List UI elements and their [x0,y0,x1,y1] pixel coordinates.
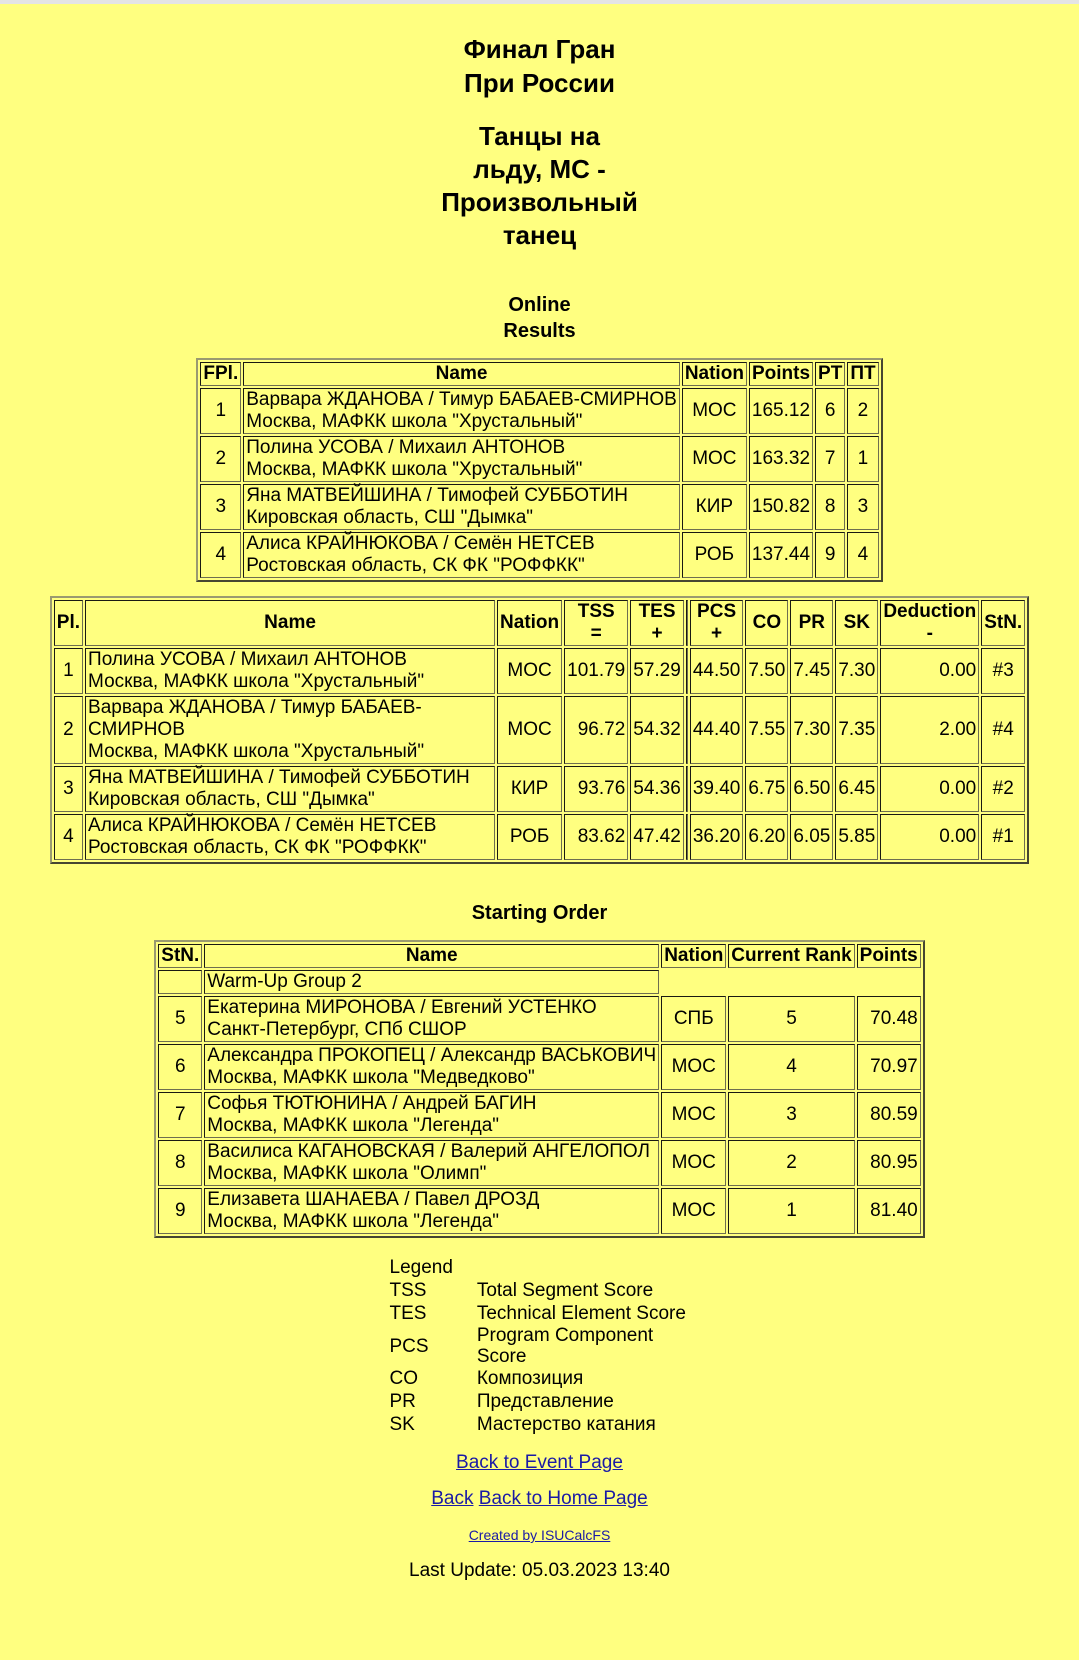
skater-cell [85,766,495,812]
table-row [54,696,1025,764]
legend-item [390,1302,690,1325]
place: 2 [54,696,83,764]
legend-item [390,1367,690,1390]
legend-desc: Композиция [476,1368,584,1389]
nation: МОС [682,436,747,482]
skater-name: Екатерина МИРОНОВА / Евгений УСТЕНКО [207,997,597,1018]
nation: МОС [661,1092,726,1138]
col-stn: StN. [158,944,202,968]
current-rank: 3 [728,1092,854,1138]
skater-cell [85,814,495,860]
current-rank: 1 [728,1188,854,1234]
table-row [54,648,1025,694]
col-stn: StN. [981,600,1025,646]
skater-club: Ростовская область, СК ФК "РОФФКК" [246,555,585,576]
tes: 54.32 [630,696,684,764]
skater-club: Москва, МАФКК школа "Олимп" [207,1163,487,1184]
nation: МОС [682,388,747,434]
col-current-rank: Current Rank [728,944,854,968]
points: 70.48 [857,996,921,1042]
table-row [158,996,920,1042]
legend-desc: Total Segment Score [476,1280,654,1301]
place: 2 [200,436,241,482]
skater-club: Москва, МАФКК школа "Легенда" [207,1211,500,1232]
stn: 5 [158,996,202,1042]
col-pt: PT [815,362,845,386]
nation: СПБ [661,996,726,1042]
online-results-title: Online Results [503,294,576,342]
col-nation: Nation [682,362,747,386]
segment-results-table [50,596,1029,864]
col-name: Name [85,600,495,646]
table-row [54,766,1025,812]
legend-item [390,1413,690,1436]
gap-cell [686,814,688,860]
pr: 6.05 [790,814,833,860]
navigation-links [0,1452,1079,1582]
warmup-group-label: Warm-Up Group 2 [204,970,659,994]
created-by-link[interactable]: Created by ISUCalcFS [468,1527,611,1543]
stn: 7 [158,1092,202,1138]
place: 4 [200,532,241,578]
legend-desc: Мастерство катания [476,1414,656,1435]
skater-cell [85,696,495,764]
table-row [158,1044,920,1090]
legend-desc: Program Component Score [476,1325,654,1367]
legend-abbr: TSS [389,1280,427,1301]
skater-name: Варвара ЖДАНОВА / Тимур БАБАЕВ-СМИРНОВ [246,389,677,410]
col-pl: Pl. [54,600,83,646]
col-gap [686,600,688,646]
back-link[interactable]: Back [431,1488,474,1509]
skater-name: Василиса КАГАНОВСКАЯ / Валерий АНГЕЛОПОЛ [207,1141,650,1162]
nation: РОБ [497,814,562,860]
nation: МОС [497,648,562,694]
stn: #2 [981,766,1025,812]
tes: 54.36 [630,766,684,812]
skater-cell [204,1140,659,1186]
legend-desc: Представление [476,1391,614,1412]
skater-name: Елизавета ШАНАЕВА / Павел ДРОЗД [207,1189,540,1210]
tss: 93.76 [564,766,628,812]
legend-item [390,1279,690,1302]
co: 7.50 [745,648,788,694]
skater-club: Ростовская область, СК ФК "РОФФКК" [88,837,427,858]
place: 1 [200,388,241,434]
co: 6.20 [745,814,788,860]
col-fpl: FPl. [200,362,241,386]
pcs: 44.40 [690,696,744,764]
gap-cell [686,648,688,694]
back-to-event-link[interactable]: Back to Event Page [456,1452,623,1473]
back-to-home-link[interactable]: Back to Home Page [478,1488,648,1509]
col-pr: PR [790,600,833,646]
pcs: 44.50 [690,648,744,694]
sk: 5.85 [835,814,878,860]
table-row [158,1140,920,1186]
table-row [200,484,878,530]
skater-club: Санкт-Петербург, СПб СШОР [207,1019,467,1040]
skater-cell [243,484,680,530]
skater-cell [85,648,495,694]
legend-abbr: PCS [389,1335,429,1357]
points: 150.82 [749,484,813,530]
skater-club: Москва, МАФКК школа "Хрустальный" [88,741,425,762]
warmup-group-row [158,970,920,994]
co: 7.55 [745,696,788,764]
place: 4 [54,814,83,860]
tes: 47.42 [630,814,684,860]
col-pt2: ПТ [847,362,878,386]
skater-name: Полина УСОВА / Михаил АНТОНОВ [246,437,566,458]
col-deduction: Deduction - [880,600,979,646]
table-row [200,436,878,482]
table-row [200,388,878,434]
legend-title: Legend [389,1257,453,1278]
table-row [158,1092,920,1138]
col-nation: Nation [661,944,726,968]
points: 81.40 [857,1188,921,1234]
legend [390,1256,690,1436]
skater-name: Софья ТЮТЮНИНА / Андрей БАГИН [207,1093,537,1114]
pcs: 36.20 [690,814,744,860]
starting-order-title: Starting Order [471,902,608,924]
nation: МОС [497,696,562,764]
last-update: Last Update: 05.03.2023 13:40 [409,1560,670,1581]
pcs: 39.40 [690,766,744,812]
sk: 7.30 [835,648,878,694]
table-row [200,532,878,578]
sk: 6.45 [835,766,878,812]
skater-name: Алиса КРАЙНЮКОВА / Семён НЕТСЕВ [246,533,595,554]
col-nation: Nation [497,600,562,646]
starting-order-section [0,900,1079,926]
skater-name: Яна МАТВЕЙШИНА / Тимофей СУББОТИН [246,485,628,506]
tss: 83.62 [564,814,628,860]
current-rank: 4 [728,1044,854,1090]
starting-order-table [154,940,924,1238]
col-points: Points [749,362,813,386]
table-header-row [54,600,1025,646]
skater-club: Москва, МАФКК школа "Хрустальный" [246,411,583,432]
stn: 9 [158,1188,202,1234]
pt: 9 [815,532,845,578]
pt: 7 [815,436,845,482]
col-pcs: PCS + [690,600,744,646]
skater-club: Москва, МАФКК школа "Медведково" [207,1067,535,1088]
legend-abbr: PR [389,1391,416,1412]
nation: РОБ [682,532,747,578]
pt: 6 [815,388,845,434]
pt2: 4 [847,532,878,578]
place: 3 [200,484,241,530]
skater-name: Алиса КРАЙНЮКОВА / Семён НЕТСЕВ [88,815,437,836]
nation: МОС [661,1188,726,1234]
skater-cell [204,1092,659,1138]
page-header [0,32,1079,344]
points: 80.59 [857,1092,921,1138]
nation: КИР [497,766,562,812]
place: 3 [54,766,83,812]
skater-cell [243,388,680,434]
tss: 101.79 [564,648,628,694]
skater-name: Александра ПРОКОПЕЦ / Александр ВАСЬКОВИЧ [207,1045,657,1066]
points: 165.12 [749,388,813,434]
final-standings-table [196,358,882,582]
legend-item [390,1325,690,1367]
skater-cell [243,532,680,578]
nation: КИР [682,484,747,530]
col-points: Points [857,944,921,968]
legend-abbr: CO [389,1368,418,1389]
legend-abbr: SK [389,1414,415,1435]
points: 137.44 [749,532,813,578]
skater-cell [243,436,680,482]
points: 80.95 [857,1140,921,1186]
pt: 8 [815,484,845,530]
current-rank: 2 [728,1140,854,1186]
stn: #3 [981,648,1025,694]
deduction: 2.00 [880,696,979,764]
pt2: 2 [847,388,878,434]
stn: 8 [158,1140,202,1186]
pt2: 1 [847,436,878,482]
tss: 96.72 [564,696,628,764]
event-title: Финал Гран При России [463,34,616,98]
table-header-row [200,362,878,386]
col-name: Name [204,944,659,968]
gap-cell [686,766,688,812]
place: 1 [54,648,83,694]
legend-abbr: TES [389,1303,427,1324]
skater-club: Кировская область, СШ "Дымка" [246,507,534,528]
skater-name: Варвара ЖДАНОВА / Тимур БАБАЕВ-СМИРНОВ [88,697,422,740]
pr: 7.30 [790,696,833,764]
tes: 57.29 [630,648,684,694]
skater-name: Полина УСОВА / Михаил АНТОНОВ [88,649,407,670]
skater-club: Кировская область, СШ "Дымка" [88,789,375,810]
skater-club: Москва, МАФКК школа "Легенда" [207,1115,500,1136]
col-tes: TES + [630,600,684,646]
top-divider [0,0,1079,4]
table-row [54,814,1025,860]
skater-club: Москва, МАФКК школа "Хрустальный" [246,459,583,480]
deduction: 0.00 [880,814,979,860]
skater-name: Яна МАТВЕЙШИНА / Тимофей СУББОТИН [88,767,470,788]
empty-cell [158,970,202,994]
stn: #4 [981,696,1025,764]
current-rank: 5 [728,996,854,1042]
co: 6.75 [745,766,788,812]
legend-desc: Technical Element Score [476,1303,686,1324]
empty-cell [661,970,921,994]
pr: 6.50 [790,766,833,812]
skater-cell [204,1044,659,1090]
stn: 6 [158,1044,202,1090]
points: 163.32 [749,436,813,482]
skater-cell [204,1188,659,1234]
gap-cell [686,696,688,764]
col-co: CO [745,600,788,646]
col-tss: TSS = [564,600,628,646]
deduction: 0.00 [880,766,979,812]
pr: 7.45 [790,648,833,694]
legend-item [390,1390,690,1413]
col-sk: SK [835,600,878,646]
stn: #1 [981,814,1025,860]
skater-cell [204,996,659,1042]
category-title: Танцы на льду, МС - Произвольный танец [441,121,638,250]
nation: МОС [661,1140,726,1186]
col-name: Name [243,362,680,386]
points: 70.97 [857,1044,921,1090]
table-header-row [158,944,920,968]
skater-club: Москва, МАФКК школа "Хрустальный" [88,671,425,692]
pt2: 3 [847,484,878,530]
table-row [158,1188,920,1234]
deduction: 0.00 [880,648,979,694]
sk: 7.35 [835,696,878,764]
nation: МОС [661,1044,726,1090]
